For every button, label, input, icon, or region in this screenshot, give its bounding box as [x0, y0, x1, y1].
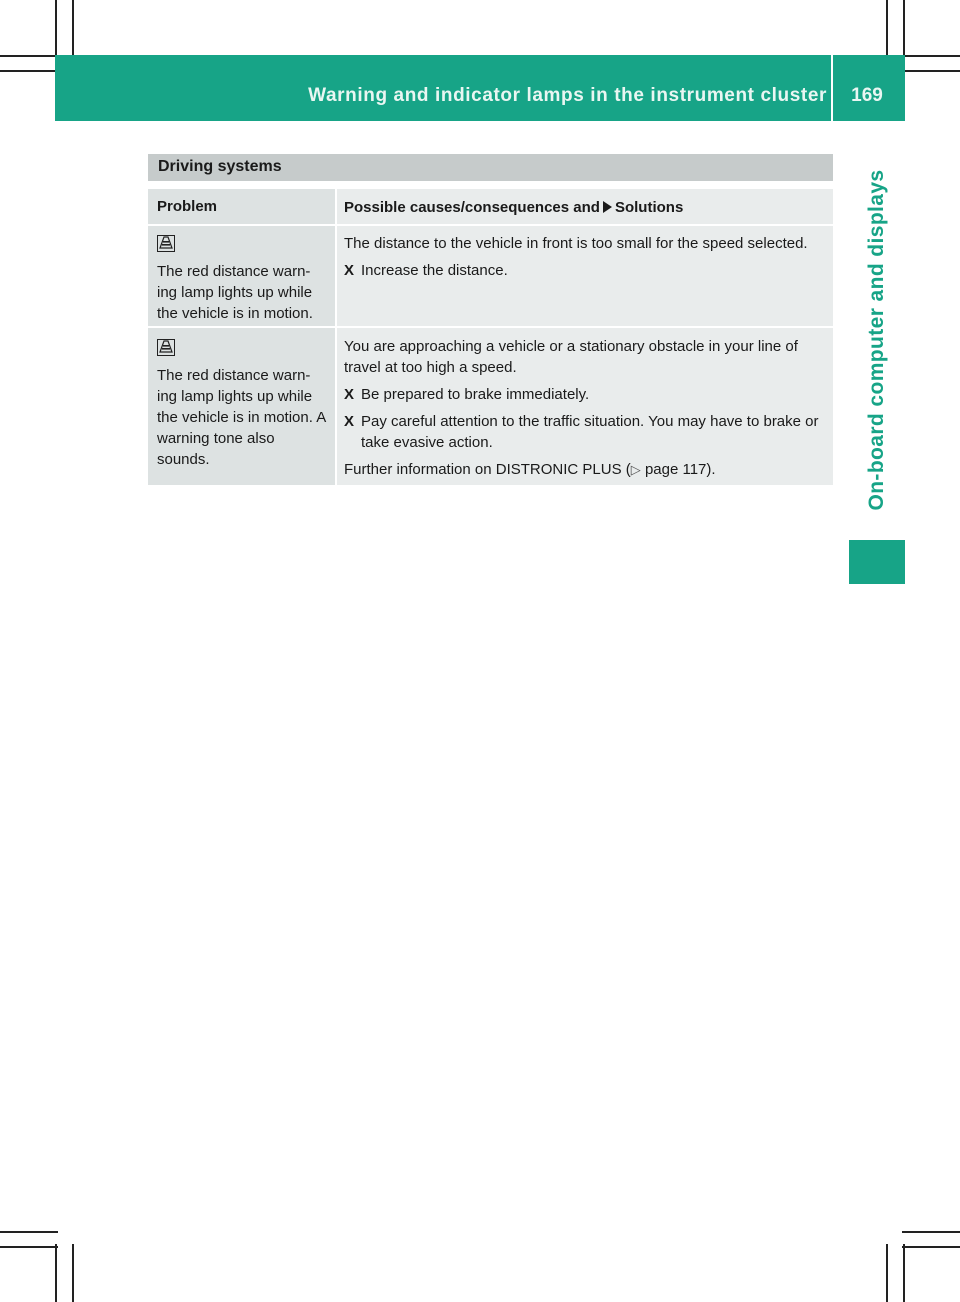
crop-mark: [0, 1231, 58, 1233]
chapter-tab-marker: [849, 540, 905, 584]
solution-arrow-icon: [603, 201, 612, 213]
solution-item: X Be prepared to brake immediately.: [344, 386, 590, 403]
crop-mark: [0, 55, 58, 57]
section-title-text: Driving systems: [158, 158, 282, 175]
crop-mark: [886, 0, 888, 58]
table-row-1-problem: [148, 226, 335, 326]
crop-mark: [55, 1244, 57, 1302]
solution-step-icon: X: [344, 386, 355, 403]
crop-mark: [0, 70, 58, 72]
page-reference-icon: ▷: [630, 462, 641, 477]
cause-text: The distance to the vehicle in front is too small for the speed selected.: [344, 235, 808, 252]
column-header-causes: Possible causes/consequences and Solutions: [337, 189, 833, 224]
crop-mark: [72, 1244, 74, 1302]
column-header-problem: Problem: [148, 189, 335, 224]
crop-mark: [903, 0, 905, 58]
crop-mark: [902, 55, 960, 57]
chapter-tab-label: On-board computer and displays: [865, 169, 888, 511]
solution-step-icon: X: [344, 262, 355, 279]
distance-warning-lamp-icon: [157, 235, 175, 252]
crop-mark: [902, 70, 960, 72]
page-header: [55, 55, 905, 121]
crop-mark: [903, 1244, 905, 1302]
table-row-2-causes: [337, 328, 833, 485]
solution-step-icon: X: [344, 413, 355, 430]
crop-mark: [886, 1244, 888, 1302]
header-divider: [831, 55, 833, 121]
crop-mark: [55, 0, 57, 58]
problem-text: The red distance warn-ing lamp lights up while the vehicle is in motion. A warning tone also sounds.: [157, 367, 326, 468]
crop-mark: [902, 1246, 960, 1248]
solution-item: X Increase the distance.: [344, 262, 508, 279]
table-section-title: [148, 154, 833, 181]
page-reference-link[interactable]: page 117: [644, 461, 707, 478]
further-info: Further information on DISTRONIC PLUS (▷ page 117).: [344, 461, 716, 478]
solution-item: X Pay careful attention to the traffic situation. You may have to brake or take evasive action.: [344, 413, 819, 451]
crop-mark: [0, 1246, 58, 1248]
distance-warning-lamp-icon: [157, 339, 175, 356]
page-title: Warning and indicator lamps in the instrument cluster: [308, 85, 827, 106]
page-number: 169: [851, 85, 883, 106]
table-row-2-problem: [148, 328, 335, 485]
crop-mark: [902, 1231, 960, 1233]
cause-text: You are approaching a vehicle or a stationary obstacle in your line of travel at too high a speed.: [344, 338, 798, 376]
table-row-1-causes: [337, 226, 833, 326]
crop-mark: [72, 0, 74, 58]
problem-text: The red distance warn-ing lamp lights up while the vehicle is in motion.: [157, 263, 313, 322]
